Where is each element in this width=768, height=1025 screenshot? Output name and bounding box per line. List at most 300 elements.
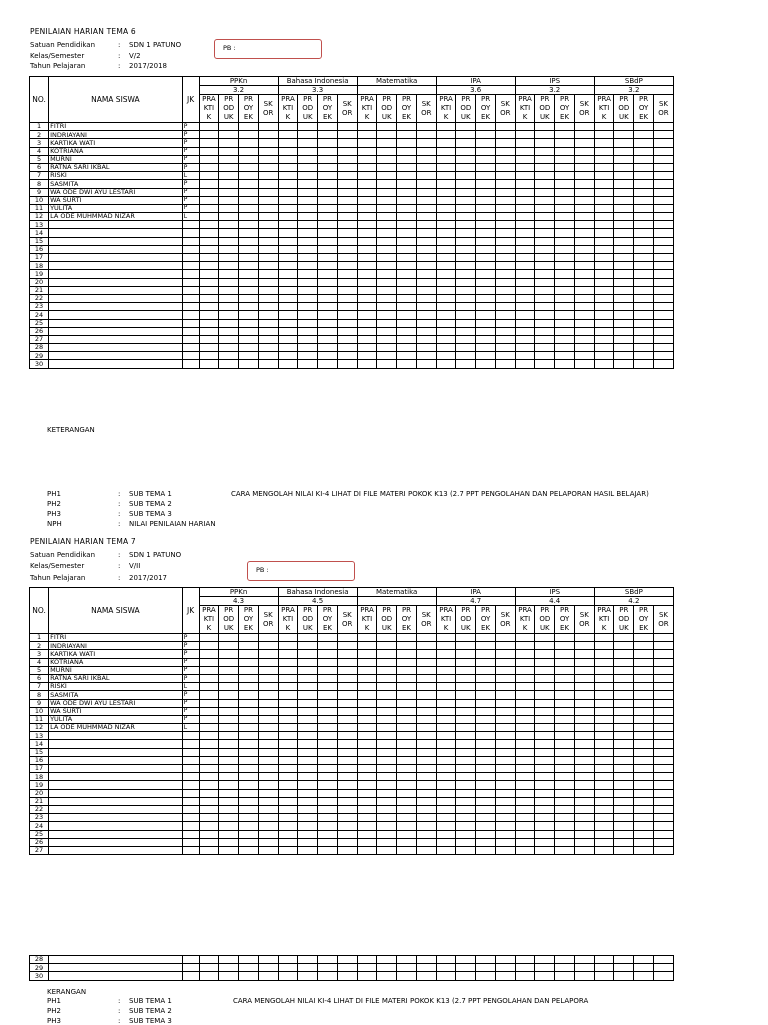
grade-cell[interactable] (574, 666, 594, 674)
grade-cell[interactable] (357, 642, 377, 650)
grade-cell[interactable] (278, 327, 298, 335)
grade-cell[interactable] (337, 188, 357, 196)
grade-cell[interactable] (495, 773, 515, 781)
grade-cell[interactable] (318, 270, 338, 278)
grade-cell[interactable] (495, 123, 515, 131)
grade-cell[interactable] (594, 972, 614, 980)
grade-cell[interactable] (436, 797, 456, 805)
grade-cell[interactable] (476, 674, 496, 682)
grade-cell[interactable] (416, 650, 436, 658)
grade-cell[interactable] (357, 327, 377, 335)
grade-cell[interactable] (239, 715, 259, 723)
grade-cell[interactable] (476, 765, 496, 773)
grade-cell[interactable] (219, 163, 239, 171)
grade-cell[interactable] (456, 830, 476, 838)
grade-cell[interactable] (574, 294, 594, 302)
grade-cell[interactable] (416, 756, 436, 764)
grade-cell[interactable] (337, 327, 357, 335)
grade-cell[interactable] (535, 254, 555, 262)
grade-cell[interactable] (298, 147, 318, 155)
grade-cell[interactable] (219, 335, 239, 343)
grade-cell[interactable] (574, 699, 594, 707)
grade-cell[interactable] (337, 756, 357, 764)
grade-cell[interactable] (535, 163, 555, 171)
grade-cell[interactable] (495, 797, 515, 805)
grade-cell[interactable] (574, 805, 594, 813)
grade-cell[interactable] (258, 707, 278, 715)
grade-cell[interactable] (653, 715, 673, 723)
grade-cell[interactable] (614, 658, 634, 666)
grade-cell[interactable] (456, 327, 476, 335)
grade-cell[interactable] (337, 650, 357, 658)
grade-cell[interactable] (377, 765, 397, 773)
grade-cell[interactable] (495, 303, 515, 311)
grade-cell[interactable] (495, 748, 515, 756)
grade-cell[interactable] (535, 327, 555, 335)
grade-cell[interactable] (653, 155, 673, 163)
grade-cell[interactable] (298, 262, 318, 270)
grade-cell[interactable] (555, 691, 575, 699)
grade-cell[interactable] (377, 213, 397, 221)
grade-cell[interactable] (416, 814, 436, 822)
grade-cell[interactable] (258, 188, 278, 196)
grade-cell[interactable] (495, 147, 515, 155)
grade-cell[interactable] (258, 221, 278, 229)
grade-cell[interactable] (318, 814, 338, 822)
grade-cell[interactable] (416, 278, 436, 286)
grade-cell[interactable] (594, 286, 614, 294)
grade-cell[interactable] (456, 699, 476, 707)
grade-cell[interactable] (357, 756, 377, 764)
grade-cell[interactable] (416, 724, 436, 732)
grade-cell[interactable] (298, 221, 318, 229)
grade-cell[interactable] (495, 311, 515, 319)
grade-cell[interactable] (416, 765, 436, 773)
grade-cell[interactable] (278, 188, 298, 196)
grade-cell[interactable] (555, 805, 575, 813)
grade-cell[interactable] (337, 319, 357, 327)
grade-cell[interactable] (377, 360, 397, 368)
grade-cell[interactable] (377, 155, 397, 163)
grade-cell[interactable] (199, 797, 219, 805)
grade-cell[interactable] (298, 683, 318, 691)
grade-cell[interactable] (278, 699, 298, 707)
grade-cell[interactable] (515, 838, 535, 846)
grade-cell[interactable] (594, 163, 614, 171)
grade-cell[interactable] (535, 956, 555, 964)
grade-cell[interactable] (318, 658, 338, 666)
grade-cell[interactable] (456, 707, 476, 715)
grade-cell[interactable] (436, 691, 456, 699)
grade-cell[interactable] (634, 344, 654, 352)
grade-cell[interactable] (397, 822, 417, 830)
grade-cell[interactable] (574, 327, 594, 335)
grade-cell[interactable] (594, 303, 614, 311)
grade-cell[interactable] (594, 707, 614, 715)
grade-cell[interactable] (258, 748, 278, 756)
grade-cell[interactable] (377, 956, 397, 964)
grade-cell[interactable] (614, 956, 634, 964)
grade-cell[interactable] (614, 147, 634, 155)
grade-cell[interactable] (258, 319, 278, 327)
grade-cell[interactable] (574, 683, 594, 691)
grade-cell[interactable] (199, 221, 219, 229)
grade-cell[interactable] (377, 781, 397, 789)
grade-cell[interactable] (456, 278, 476, 286)
grade-cell[interactable] (555, 683, 575, 691)
grade-cell[interactable] (397, 674, 417, 682)
grade-cell[interactable] (456, 213, 476, 221)
grade-cell[interactable] (515, 344, 535, 352)
grade-cell[interactable] (594, 270, 614, 278)
grade-cell[interactable] (377, 650, 397, 658)
grade-cell[interactable] (298, 311, 318, 319)
grade-cell[interactable] (219, 352, 239, 360)
grade-cell[interactable] (574, 773, 594, 781)
grade-cell[interactable] (239, 846, 259, 854)
grade-cell[interactable] (515, 797, 535, 805)
grade-cell[interactable] (476, 262, 496, 270)
grade-cell[interactable] (594, 123, 614, 131)
grade-cell[interactable] (535, 155, 555, 163)
grade-cell[interactable] (634, 683, 654, 691)
grade-cell[interactable] (357, 740, 377, 748)
grade-cell[interactable] (634, 163, 654, 171)
grade-cell[interactable] (397, 229, 417, 237)
grade-cell[interactable] (239, 781, 259, 789)
grade-cell[interactable] (239, 707, 259, 715)
grade-cell[interactable] (634, 756, 654, 764)
grade-cell[interactable] (476, 972, 496, 980)
grade-cell[interactable] (239, 319, 259, 327)
grade-cell[interactable] (258, 797, 278, 805)
grade-cell[interactable] (199, 765, 219, 773)
grade-cell[interactable] (337, 964, 357, 972)
grade-cell[interactable] (594, 814, 614, 822)
grade-cell[interactable] (377, 286, 397, 294)
grade-cell[interactable] (535, 147, 555, 155)
grade-cell[interactable] (278, 683, 298, 691)
grade-cell[interactable] (377, 172, 397, 180)
grade-cell[interactable] (614, 650, 634, 658)
grade-cell[interactable] (357, 163, 377, 171)
grade-cell[interactable] (634, 691, 654, 699)
grade-cell[interactable] (199, 262, 219, 270)
grade-cell[interactable] (219, 327, 239, 335)
grade-cell[interactable] (298, 707, 318, 715)
grade-cell[interactable] (515, 699, 535, 707)
grade-cell[interactable] (298, 781, 318, 789)
grade-cell[interactable] (495, 683, 515, 691)
grade-cell[interactable] (436, 650, 456, 658)
grade-cell[interactable] (318, 311, 338, 319)
grade-cell[interactable] (278, 180, 298, 188)
grade-cell[interactable] (219, 319, 239, 327)
grade-cell[interactable] (515, 237, 535, 245)
grade-cell[interactable] (239, 147, 259, 155)
grade-cell[interactable] (476, 335, 496, 343)
grade-cell[interactable] (258, 814, 278, 822)
grade-cell[interactable] (258, 658, 278, 666)
grade-cell[interactable] (219, 724, 239, 732)
grade-cell[interactable] (416, 229, 436, 237)
grade-cell[interactable] (614, 822, 634, 830)
grade-cell[interactable] (239, 262, 259, 270)
grade-cell[interactable] (535, 221, 555, 229)
grade-cell[interactable] (456, 262, 476, 270)
grade-cell[interactable] (476, 964, 496, 972)
grade-cell[interactable] (574, 748, 594, 756)
grade-cell[interactable] (634, 286, 654, 294)
grade-cell[interactable] (594, 172, 614, 180)
grade-cell[interactable] (653, 972, 673, 980)
grade-cell[interactable] (219, 123, 239, 131)
grade-cell[interactable] (199, 245, 219, 253)
grade-cell[interactable] (653, 147, 673, 155)
grade-cell[interactable] (416, 634, 436, 642)
grade-cell[interactable] (298, 797, 318, 805)
grade-cell[interactable] (357, 294, 377, 302)
grade-cell[interactable] (515, 147, 535, 155)
grade-cell[interactable] (298, 674, 318, 682)
grade-cell[interactable] (258, 650, 278, 658)
grade-cell[interactable] (416, 732, 436, 740)
grade-cell[interactable] (436, 360, 456, 368)
grade-cell[interactable] (397, 237, 417, 245)
grade-cell[interactable] (653, 131, 673, 139)
grade-cell[interactable] (239, 789, 259, 797)
grade-cell[interactable] (476, 196, 496, 204)
grade-cell[interactable] (555, 163, 575, 171)
grade-cell[interactable] (416, 237, 436, 245)
grade-cell[interactable] (397, 691, 417, 699)
grade-cell[interactable] (535, 139, 555, 147)
grade-cell[interactable] (535, 270, 555, 278)
grade-cell[interactable] (574, 781, 594, 789)
grade-cell[interactable] (239, 691, 259, 699)
grade-cell[interactable] (594, 352, 614, 360)
grade-cell[interactable] (258, 642, 278, 650)
grade-cell[interactable] (416, 805, 436, 813)
grade-cell[interactable] (594, 188, 614, 196)
grade-cell[interactable] (456, 650, 476, 658)
grade-cell[interactable] (298, 838, 318, 846)
grade-cell[interactable] (456, 683, 476, 691)
grade-cell[interactable] (258, 756, 278, 764)
grade-cell[interactable] (535, 814, 555, 822)
grade-cell[interactable] (377, 196, 397, 204)
grade-cell[interactable] (535, 666, 555, 674)
grade-cell[interactable] (298, 131, 318, 139)
grade-cell[interactable] (239, 311, 259, 319)
grade-cell[interactable] (416, 327, 436, 335)
grade-cell[interactable] (574, 131, 594, 139)
grade-cell[interactable] (495, 286, 515, 294)
grade-cell[interactable] (199, 956, 219, 964)
grade-cell[interactable] (555, 789, 575, 797)
grade-cell[interactable] (495, 650, 515, 658)
grade-cell[interactable] (495, 756, 515, 764)
grade-cell[interactable] (614, 172, 634, 180)
grade-cell[interactable] (456, 724, 476, 732)
grade-cell[interactable] (515, 213, 535, 221)
grade-cell[interactable] (416, 822, 436, 830)
grade-cell[interactable] (594, 650, 614, 658)
grade-cell[interactable] (535, 360, 555, 368)
grade-cell[interactable] (555, 765, 575, 773)
grade-cell[interactable] (219, 360, 239, 368)
grade-cell[interactable] (278, 805, 298, 813)
grade-cell[interactable] (199, 172, 219, 180)
grade-cell[interactable] (318, 964, 338, 972)
grade-cell[interactable] (535, 642, 555, 650)
grade-cell[interactable] (318, 846, 338, 854)
grade-cell[interactable] (318, 773, 338, 781)
grade-cell[interactable] (634, 294, 654, 302)
grade-cell[interactable] (495, 221, 515, 229)
grade-cell[interactable] (476, 344, 496, 352)
grade-cell[interactable] (357, 707, 377, 715)
grade-cell[interactable] (614, 830, 634, 838)
grade-cell[interactable] (278, 814, 298, 822)
grade-cell[interactable] (634, 666, 654, 674)
grade-cell[interactable] (199, 270, 219, 278)
grade-cell[interactable] (397, 715, 417, 723)
grade-cell[interactable] (653, 838, 673, 846)
grade-cell[interactable] (515, 707, 535, 715)
grade-cell[interactable] (278, 748, 298, 756)
grade-cell[interactable] (555, 294, 575, 302)
grade-cell[interactable] (416, 172, 436, 180)
grade-cell[interactable] (337, 699, 357, 707)
grade-cell[interactable] (278, 642, 298, 650)
grade-cell[interactable] (357, 352, 377, 360)
grade-cell[interactable] (476, 707, 496, 715)
grade-cell[interactable] (278, 163, 298, 171)
grade-cell[interactable] (258, 303, 278, 311)
grade-cell[interactable] (535, 123, 555, 131)
grade-cell[interactable] (258, 691, 278, 699)
grade-cell[interactable] (258, 254, 278, 262)
grade-cell[interactable] (555, 634, 575, 642)
grade-cell[interactable] (416, 956, 436, 964)
grade-cell[interactable] (614, 188, 634, 196)
grade-cell[interactable] (337, 658, 357, 666)
grade-cell[interactable] (199, 846, 219, 854)
grade-cell[interactable] (239, 245, 259, 253)
grade-cell[interactable] (436, 147, 456, 155)
grade-cell[interactable] (397, 650, 417, 658)
grade-cell[interactable] (278, 658, 298, 666)
grade-cell[interactable] (416, 123, 436, 131)
grade-cell[interactable] (634, 674, 654, 682)
grade-cell[interactable] (416, 846, 436, 854)
grade-cell[interactable] (574, 658, 594, 666)
grade-cell[interactable] (377, 699, 397, 707)
grade-cell[interactable] (416, 797, 436, 805)
grade-cell[interactable] (594, 213, 614, 221)
grade-cell[interactable] (199, 634, 219, 642)
grade-cell[interactable] (535, 805, 555, 813)
grade-cell[interactable] (298, 972, 318, 980)
grade-cell[interactable] (634, 650, 654, 658)
grade-cell[interactable] (258, 956, 278, 964)
grade-cell[interactable] (436, 254, 456, 262)
grade-cell[interactable] (436, 344, 456, 352)
grade-cell[interactable] (495, 294, 515, 302)
grade-cell[interactable] (653, 732, 673, 740)
grade-cell[interactable] (515, 319, 535, 327)
grade-cell[interactable] (199, 237, 219, 245)
grade-cell[interactable] (199, 294, 219, 302)
grade-cell[interactable] (397, 147, 417, 155)
grade-cell[interactable] (555, 311, 575, 319)
grade-cell[interactable] (476, 781, 496, 789)
grade-cell[interactable] (535, 335, 555, 343)
grade-cell[interactable] (337, 180, 357, 188)
grade-cell[interactable] (495, 830, 515, 838)
grade-cell[interactable] (574, 172, 594, 180)
grade-cell[interactable] (258, 237, 278, 245)
grade-cell[interactable] (239, 229, 259, 237)
grade-cell[interactable] (239, 642, 259, 650)
grade-cell[interactable] (357, 180, 377, 188)
grade-cell[interactable] (515, 683, 535, 691)
grade-cell[interactable] (594, 715, 614, 723)
grade-cell[interactable] (515, 814, 535, 822)
grade-cell[interactable] (337, 838, 357, 846)
grade-cell[interactable] (574, 237, 594, 245)
grade-cell[interactable] (614, 311, 634, 319)
grade-cell[interactable] (495, 972, 515, 980)
grade-cell[interactable] (594, 797, 614, 805)
grade-cell[interactable] (318, 360, 338, 368)
grade-cell[interactable] (377, 221, 397, 229)
grade-cell[interactable] (574, 707, 594, 715)
grade-cell[interactable] (219, 254, 239, 262)
grade-cell[interactable] (653, 830, 673, 838)
grade-cell[interactable] (416, 344, 436, 352)
grade-cell[interactable] (337, 789, 357, 797)
grade-cell[interactable] (436, 163, 456, 171)
grade-cell[interactable] (397, 797, 417, 805)
grade-cell[interactable] (634, 964, 654, 972)
grade-cell[interactable] (397, 683, 417, 691)
grade-cell[interactable] (219, 781, 239, 789)
grade-cell[interactable] (357, 335, 377, 343)
grade-cell[interactable] (456, 773, 476, 781)
grade-cell[interactable] (436, 352, 456, 360)
grade-cell[interactable] (416, 270, 436, 278)
grade-cell[interactable] (555, 147, 575, 155)
grade-cell[interactable] (436, 814, 456, 822)
grade-cell[interactable] (456, 789, 476, 797)
grade-cell[interactable] (634, 724, 654, 732)
grade-cell[interactable] (318, 715, 338, 723)
grade-cell[interactable] (199, 964, 219, 972)
grade-cell[interactable] (515, 360, 535, 368)
grade-cell[interactable] (574, 270, 594, 278)
grade-cell[interactable] (258, 139, 278, 147)
grade-cell[interactable] (337, 691, 357, 699)
grade-cell[interactable] (258, 805, 278, 813)
grade-cell[interactable] (614, 715, 634, 723)
grade-cell[interactable] (555, 838, 575, 846)
grade-cell[interactable] (219, 221, 239, 229)
grade-cell[interactable] (337, 740, 357, 748)
grade-cell[interactable] (318, 724, 338, 732)
grade-cell[interactable] (653, 740, 673, 748)
